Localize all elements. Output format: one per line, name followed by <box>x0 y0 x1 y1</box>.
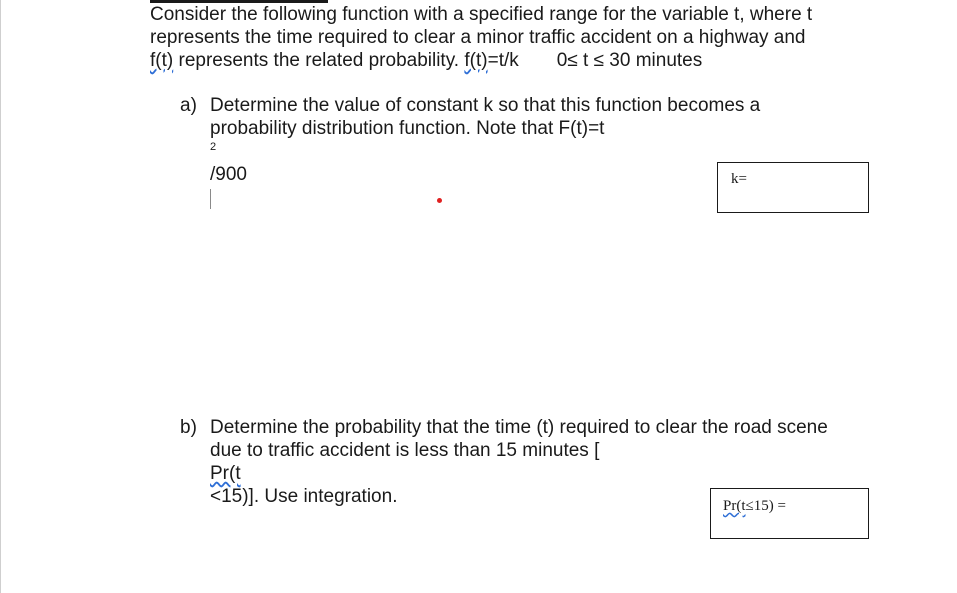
intro-line-1: Consider the following function with a specified range for the variable t, where t <box>150 4 813 25</box>
answer-k-input[interactable] <box>752 171 862 189</box>
question-b-marker: b) <box>180 417 197 438</box>
question-a-text <box>210 94 760 186</box>
variable-range: 0≤ t ≤ 30 minutes <box>556 50 703 71</box>
function-definition: =t/k <box>487 50 519 71</box>
question-b-line-2-start: due to traffic accident is less than 15 minutes [ <box>210 440 600 461</box>
question-a-line-2-end: /900 <box>210 164 247 185</box>
ft-symbol: f(t) <box>150 50 174 71</box>
text-cursor <box>210 189 211 209</box>
question-b-line-2-end: <15)]. Use integration. <box>210 486 398 507</box>
exponent: 2 <box>210 141 217 153</box>
answer-box-probability-label <box>723 498 786 515</box>
box-pr-rest: ≤15) = <box>745 498 786 514</box>
page-left-border <box>0 0 1 593</box>
question-a-line-1: Determine the value of constant k so that this function becomes a <box>210 95 761 116</box>
question-a-line-2-start: probability distribution function. Note that F(t)=t <box>210 118 605 139</box>
problem-statement <box>150 3 870 72</box>
intro-line-3-text: represents the related probability. <box>173 50 465 71</box>
answer-probability-input[interactable] <box>811 498 863 516</box>
intro-line-2: represents the time required to clear a minor traffic accident on a highway and <box>150 27 806 48</box>
function-symbol: f(t) <box>464 50 488 71</box>
answer-box-k[interactable] <box>717 162 869 213</box>
question-a-line-2 <box>210 117 760 186</box>
answer-box-k-label: k= <box>731 171 747 187</box>
probability-symbol: Pr(t <box>210 463 241 484</box>
intro-line-3 <box>150 49 870 72</box>
question-b-line-1: Determine the probability that the time (t) required to clear the road scene <box>210 417 828 438</box>
red-dot-marker <box>437 198 442 203</box>
box-pr-symbol: Pr(t <box>723 498 746 514</box>
answer-box-probability[interactable] <box>710 488 869 539</box>
question-a-marker: a) <box>180 95 197 116</box>
